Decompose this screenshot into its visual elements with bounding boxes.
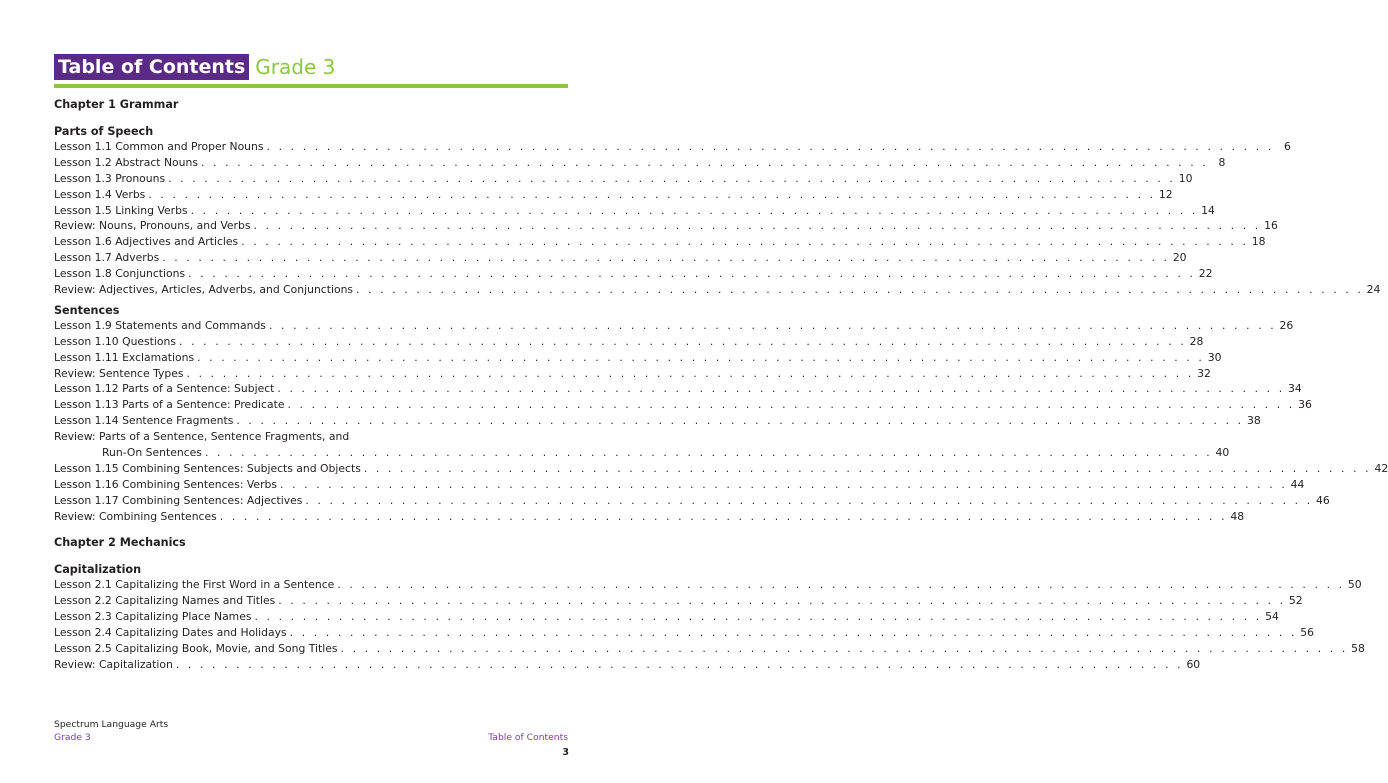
toc-entry xyxy=(54,234,1266,250)
toc-entry xyxy=(54,657,1201,673)
toc-entry-title: Run-On Sentences xyxy=(102,446,202,460)
toc-entry-page: 54 xyxy=(1265,610,1279,624)
toc-entry-page: 22 xyxy=(1198,267,1213,281)
toc-entry-page: 56 xyxy=(1300,626,1315,640)
toc-entry xyxy=(54,445,1230,461)
toc-entry-title: Lesson 2.4 Capitalizing Dates and Holidays xyxy=(54,626,287,640)
dot-leader: . . . . . . . . . . . . . . . . . . . . . . . . . . . . . . . . . . . . . . . . . . . . . . . . . . . . . . . . . . . . . . . . . . . . . . . . . . . . . . . . . . . . xyxy=(148,187,1156,201)
toc-entry-page: 34 xyxy=(1288,382,1302,396)
toc-entry-page: 26 xyxy=(1279,318,1294,332)
dot-leader: . . . . . . . . . . . . . . . . . . . . . . . . . . . . . . . . . . . . . . . . . . . . . . . . . . . . . . . . . . . . . . . . . . . . . . . . . . . . . . . . . . . . xyxy=(197,350,1205,364)
toc-entry-title: Review: Combining Sentences xyxy=(54,509,217,523)
section-heading: Capitalization xyxy=(54,563,142,577)
toc-entry-title: Lesson 1.11 Exclamations xyxy=(54,350,195,364)
dot-leader: . . . . . . . . . . . . . . . . . . . . . . . . . . . . . . . . . . . . . . . . . . . . . . . . . . . . . . . . . . . . . . . . . . . . . . . . . . . . . . . . . . . . xyxy=(190,203,1198,217)
chapter-heading: Chapter 1 Grammar xyxy=(54,98,179,111)
toc-entry-title: Lesson 1.15 Combining Sentences: Subjects and Objects xyxy=(54,461,361,475)
toc-entry-page: 32 xyxy=(1197,366,1211,380)
toc-entry-title: Lesson 2.5 Capitalizing Book, Movie, and Song Titles xyxy=(54,642,338,656)
footer-section: Table of Contents xyxy=(488,732,568,743)
toc-entry-page: 24 xyxy=(1366,283,1381,296)
toc-entry-page: 10 xyxy=(1178,171,1193,185)
toc-entry-page: 8 xyxy=(1218,155,1226,169)
toc-entry xyxy=(54,609,1279,625)
toc-entry xyxy=(54,593,1303,609)
toc-entry xyxy=(54,203,1215,219)
dot-leader: . . . . . . . . . . . . . . . . . . . . . . . . . . . . . . . . . . . . . . . . . . . . . . . . . . . . . . . . . . . . . . . . . . . . . . . . . . . . . . . . . . . . xyxy=(278,594,1286,608)
toc-entry xyxy=(54,461,1388,477)
footer-series: Spectrum Language Arts xyxy=(54,719,169,730)
toc-entry-title: Lesson 1.5 Linking Verbs xyxy=(54,203,188,217)
dot-leader: . . . . . . . . . . . . . . . . . . . . . . . . . . . . . . . . . . . . . . . . . . . . . . . . . . . . . . . . . . . . . . . . . . . . . . . . . . . . . . . . . . . . xyxy=(162,251,1170,265)
table-of-contents xyxy=(54,98,1388,673)
toc-entry-title: Lesson 1.4 Verbs xyxy=(54,187,146,201)
toc-entry-page: 60 xyxy=(1186,657,1201,671)
dot-leader: . . . . . . . . . . . . . . . . . . . . . . . . . . . . . . . . . . . . . . . . . . . . . . . . . . . . . . . . . . . . . . . . . . . . . . . . . . . . . . . . . . . . xyxy=(268,318,1277,332)
toc-entry xyxy=(54,266,1213,282)
toc-entry xyxy=(54,366,1211,382)
toc-entry-title: Lesson 1.14 Sentence Fragments xyxy=(54,414,234,428)
toc-entry-title: Lesson 1.7 Adverbs xyxy=(54,251,160,265)
toc-entry xyxy=(54,641,1365,657)
toc-entry-page: 42 xyxy=(1374,461,1388,475)
toc-entry xyxy=(54,429,522,445)
dot-leader: . . . . . . . . . . . . . . . . . . . . . . . . . . . . . . . . . . . . . . . . . . . . . . . . . . . . . . . . . . . . . . . . . . . . . . . . . . . . . . . . . . . . xyxy=(179,334,1187,348)
toc-entry-page: 20 xyxy=(1172,251,1187,265)
page-title: Table of Contents xyxy=(54,54,249,80)
toc-entry xyxy=(54,397,1312,413)
toc-entry-title: Review: Sentence Types xyxy=(54,366,184,380)
toc-entry-page: 46 xyxy=(1316,493,1330,507)
toc-entry-page: 48 xyxy=(1230,509,1245,523)
toc-entry xyxy=(54,334,1204,350)
toc-entry-title: Lesson 1.17 Combining Sentences: Adjectives xyxy=(54,493,303,507)
dot-leader: . . . . . . . . . . . . . . . . . . . . . . . . . . . . . . . . . . . . . . . . . . . . . . . . . . . . . . . . . . . . . . . . . . . . . . . . . . . . . . . . . . . . xyxy=(287,398,1295,412)
toc-entry-title: Lesson 2.2 Capitalizing Names and Titles xyxy=(54,594,276,608)
section-entries xyxy=(54,577,1365,672)
toc-entry xyxy=(54,350,1222,366)
toc-entry-page: 38 xyxy=(1246,414,1261,428)
toc-entry xyxy=(54,139,1291,155)
toc-entry-title: Review: Parts of a Sentence, Sentence Fragments, and xyxy=(54,430,350,444)
toc-entry-title: Lesson 1.12 Parts of a Sentence: Subject xyxy=(54,382,275,396)
toc-entry-page: 12 xyxy=(1158,187,1173,201)
section-entries xyxy=(54,318,1388,525)
header-divider xyxy=(54,84,568,88)
dot-leader: . . . . . . . . . . . . . . . . . . . . . . . . . . . . . . . . . . . . . . . . . . . . . . . . . . . . . . . . . . . . . . . . . . . . . . . . . . . . . . . . . . . . xyxy=(186,366,1194,380)
dot-leader: . . . . . . . . . . . . . . . . . . . . . . . . . . . . . . . . . . . . . . . . . . . . . . . . . . . . . . . . . . . . . . . . . . . . . . . . . . . . . . . . . . . . xyxy=(289,626,1298,640)
toc-entry xyxy=(54,250,1187,266)
toc-entry xyxy=(54,477,1305,493)
toc-entry-title: Lesson 1.9 Statements and Commands xyxy=(54,318,266,332)
dot-leader: . . . . . . . . . . . . . . . . . . . . . . . . . . . . . . . . . . . . . . . . . . . . . . . . . . . . . . . . . . . . . . . . . . . . . . . . . . . . . . . . . . . . xyxy=(253,219,1261,233)
toc-entry xyxy=(54,171,1193,187)
dot-leader: . . . . . . . . . . . . . . . . . . . . . . . . . . . . . . . . . . . . . . . . . . . . . . . . . . . . . . . . . . . . . . . . . . . . . . . . . . . . . . . . . . . . xyxy=(266,139,1274,153)
toc-entry xyxy=(54,187,1173,203)
toc-entry-title: Lesson 1.3 Pronouns xyxy=(54,171,166,185)
toc-entry-page: 52 xyxy=(1288,594,1303,608)
page-header xyxy=(54,54,335,80)
toc-entry-page: 44 xyxy=(1290,477,1305,491)
dot-leader: . . . . . . . . . . . . . . . . . . . . . . . . . . . . . . . . . . . . . . . . . . . . . . . . . . . . . . . . . . . . . . . . . . . . . . . . . . . . . . . . . . . . xyxy=(219,509,1228,523)
toc-entry-page: 30 xyxy=(1207,350,1222,364)
toc-entry xyxy=(54,413,1261,429)
toc-entry-title: Lesson 1.13 Parts of a Sentence: Predicate xyxy=(54,398,285,412)
toc-entry xyxy=(54,218,1278,234)
toc-entry xyxy=(54,318,1294,334)
toc-entry-page: 14 xyxy=(1201,203,1215,217)
chapter-heading: Chapter 2 Mechanics xyxy=(54,536,186,550)
toc-entry-page: 58 xyxy=(1351,642,1365,656)
toc-entry-title: Lesson 1.6 Adjectives and Articles xyxy=(54,235,239,249)
toc-entry-page: 40 xyxy=(1215,446,1230,460)
toc-entry-title: Lesson 1.10 Questions xyxy=(54,334,176,348)
toc-entry xyxy=(54,155,1226,171)
toc-entry xyxy=(54,282,1381,298)
toc-entry xyxy=(54,509,1245,525)
toc-entry-title: Review: Nouns, Pronouns, and Verbs xyxy=(54,219,251,233)
grade-label: Grade 3 xyxy=(255,55,336,79)
toc-entry-page: 50 xyxy=(1347,578,1362,592)
footer-grade: Grade 3 xyxy=(54,732,91,743)
page-number: 3 xyxy=(562,747,569,758)
toc-entry xyxy=(54,381,1302,397)
dot-leader: . . . . . . . . . . . . . . . . . . . . . . . . . . . . . . . . . . . . . . . . . . . . . . . . . . . . . . . . . . . . . . . . . . . . . . . . . . . . . . . . . . . . xyxy=(305,493,1313,507)
toc-entry-page: 16 xyxy=(1264,219,1278,233)
toc-entry-page: 6 xyxy=(1283,139,1291,153)
toc-entry-title: Lesson 1.8 Conjunctions xyxy=(54,267,186,281)
dot-leader: . . . . . . . . . . . . . . . . . . . . . . . . . . . . . . . . . . . . . . . . . . . . . . . . . . . . . . . . . . . . . . . . . . . . . . . . . . . . . . . . . . . . xyxy=(236,414,1244,428)
section-entries xyxy=(54,139,1381,298)
dot-leader: . . . . . . . . . . . . . . . . . . . . . . . . . . . . . . . . . . . . . . . . . . . . . . . . . . . . . . . . . . . . . . . . . . . . . . . . . . . . . . . . . . . . xyxy=(363,461,1372,475)
toc-entry-title: Lesson 2.3 Capitalizing Place Names xyxy=(54,610,252,624)
toc-entry-page: 36 xyxy=(1298,398,1312,412)
dot-leader: . . . . . . . . . . . . . . . . . . . . . . . . . . . . . . . . . . . . . . . . . . . . . . . . . . . . . . . . . . . . . . . . . . . . . . . . . . . . . . . . . . . . xyxy=(340,642,1348,656)
toc-entry xyxy=(54,625,1315,641)
dot-leader: . . . . . . . . . . . . . . . . . . . . . . . . . . . . . . . . . . . . . . . . . . . . . . . . . . . . . . . . . . . . . . . . . . . . . . . . . . . . . . . . . . . . xyxy=(204,446,1213,460)
toc-entry-page: 28 xyxy=(1189,334,1204,348)
dot-leader: . . . . . . . . . . . . . . . . . . . . . . . . . . . . . . . . . . . . . . . . . . . . . . . . . . . . . . . . . . . . . . . . . . . . . . . . . . . . . . . . . . . . xyxy=(280,477,1288,491)
section-heading: Parts of Speech xyxy=(54,125,154,138)
toc-entry-title: Lesson 1.16 Combining Sentences: Verbs xyxy=(54,477,277,491)
dot-leader: . . . . . . . . . . . . . . . . . . . . . . . . . . . . . . . . . . . . . . . . . . . . . . . . . . . . . . . . . . . . . . . . . . . . . . . . . . . . . . . . . . . . xyxy=(175,657,1184,671)
dot-leader: . . . . . . . . . . . . . . . . . . . . . . . . . . . . . . . . . . . . . . . . . . . . . . . . . . . . . . . . . . . . . . . . . . . . . . . . . . . . . . . . . . . . xyxy=(200,155,1209,169)
toc-entry xyxy=(54,577,1362,593)
toc-entry-title: Lesson 1.2 Abstract Nouns xyxy=(54,155,198,169)
dot-leader: . . . . . . . . . . . . . . . . . . . . . . . . . . . . . . . . . . . . . . . . . . . . . . . . . . . . . . . . . . . . . . . . . . . . . . . . . . . . . . . . . . . . xyxy=(277,382,1285,396)
toc-entry-title: Review: Adjectives, Articles, Adverbs, and Conjunctions xyxy=(54,283,354,296)
dot-leader: . . . . . . . . . . . . . . . . . . . . . . . . . . . . . . . . . . . . . . . . . . . . . . . . . . . . . . . . . . . . . . . . . . . . . . . . . . . . . . . . . . . . xyxy=(168,171,1176,185)
toc-entry-title: Lesson 2.1 Capitalizing the First Word in a Sentence xyxy=(54,578,335,592)
toc-entry-title: Review: Capitalization xyxy=(54,657,173,671)
dot-leader: . . . . . . . . . . . . . . . . . . . . . . . . . . . . . . . . . . . . . . . . . . . . . . . . . . . . . . . . . . . . . . . . . . . . . . . . . . . . . . . . . . . . xyxy=(356,283,1364,296)
dot-leader: . . . . . . . . . . . . . . . . . . . . . . . . . . . . . . . . . . . . . . . . . . . . . . . . . . . . . . . . . . . . . . . . . . . . . . . . . . . . . . . . . . . . xyxy=(337,578,1345,592)
dot-leader: . . . . . . . . . . . . . . . . . . . . . . . . . . . . . . . . . . . . . . . . . . . . . . . . . . . . . . . . . . . . . . . . . . . . . . . . . . . . . . . . . . . . xyxy=(188,267,1196,281)
section-heading: Sentences xyxy=(54,303,120,317)
toc-entry xyxy=(54,493,1330,509)
dot-leader: . . . . . . . . . . . . . . . . . . . . . . . . . . . . . . . . . . . . . . . . . . . . . . . . . . . . . . . . . . . . . . . . . . . . . . . . . . . . . . . . . . . . xyxy=(254,610,1262,624)
toc-entry-page: 18 xyxy=(1251,235,1266,249)
toc-entry-title: Lesson 1.1 Common and Proper Nouns xyxy=(54,139,264,153)
dot-leader: . . . . . . . . . . . . . . . . . . . . . . . . . . . . . . . . . . . . . . . . . . . . . . . . . . . . . . . . . . . . . . . . . . . . . . . . . . . . . . . . . . . . xyxy=(241,235,1249,249)
footer-left xyxy=(54,718,168,744)
